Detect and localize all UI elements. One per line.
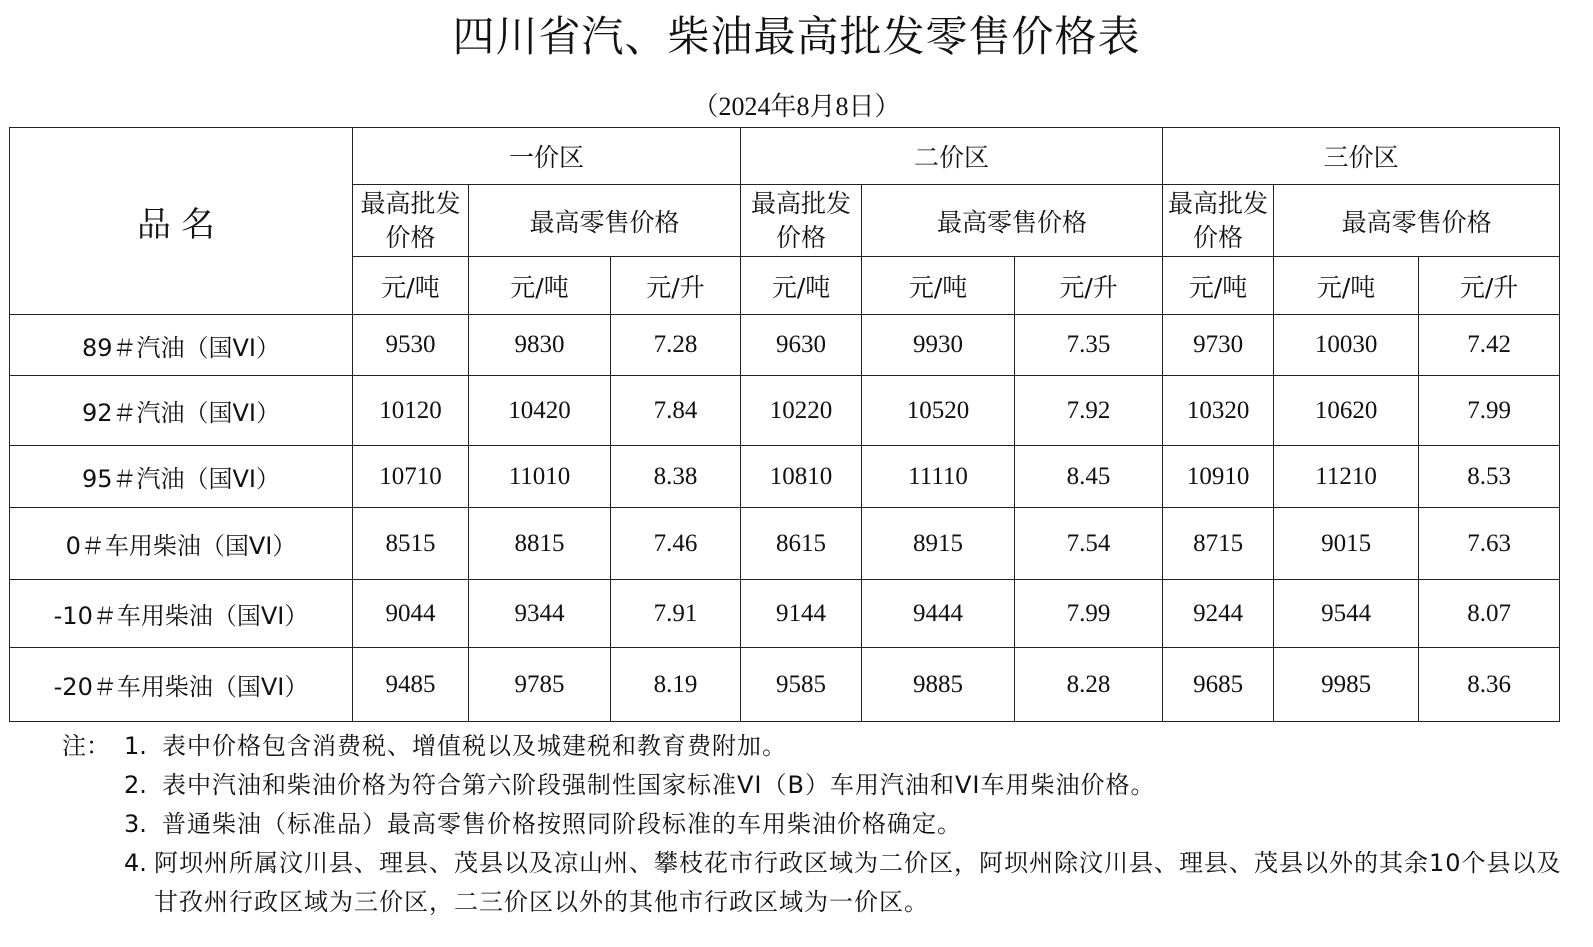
note-item: [62, 727, 1582, 766]
price-cell: 9885: [862, 648, 1015, 722]
price-cell: 9730: [1163, 315, 1274, 376]
price-cell: 10710: [353, 446, 469, 508]
price-cell: 9444: [862, 580, 1015, 648]
price-cell: 9985: [1274, 648, 1419, 722]
price-cell: 9244: [1163, 580, 1274, 648]
unit-header: 元/吨: [353, 257, 469, 315]
unit-header: 元/吨: [469, 257, 611, 315]
price-cell: 10520: [862, 376, 1015, 446]
wholesale-header: 最高批发价格: [1163, 185, 1274, 257]
wholesale-header: 最高批发价格: [741, 185, 862, 257]
price-cell: 9630: [741, 315, 862, 376]
note-text: 表中价格包含消费税、增值税以及城建税和教育费附加。: [162, 732, 787, 760]
price-cell: 10420: [469, 376, 611, 446]
price-cell: 8815: [469, 508, 611, 580]
price-cell: 11010: [469, 446, 611, 508]
price-cell: 11210: [1274, 446, 1419, 508]
price-cell: 7.63: [1419, 508, 1560, 580]
price-cell: 8.19: [611, 648, 741, 722]
price-cell: 7.99: [1419, 376, 1560, 446]
price-cell: 7.35: [1015, 315, 1163, 376]
price-cell: 7.92: [1015, 376, 1163, 446]
price-cell: 8.53: [1419, 446, 1560, 508]
price-cell: 10120: [353, 376, 469, 446]
product-name: 89＃汽油（国VI）: [10, 315, 353, 376]
price-cell: 9544: [1274, 580, 1419, 648]
zone-header: 一价区: [353, 128, 741, 185]
note-number: 3.: [124, 810, 147, 838]
price-cell: 7.54: [1015, 508, 1163, 580]
unit-header: 元/升: [611, 257, 741, 315]
price-cell: 8515: [353, 508, 469, 580]
price-cell: 9015: [1274, 508, 1419, 580]
price-cell: 7.91: [611, 580, 741, 648]
price-cell: 11110: [862, 446, 1015, 508]
product-name: -20＃车用柴油（国VI）: [10, 648, 353, 722]
product-name: 95＃汽油（国VI）: [10, 446, 353, 508]
unit-header: 元/吨: [741, 257, 862, 315]
price-cell: 9585: [741, 648, 862, 722]
price-cell: 10620: [1274, 376, 1419, 446]
retail-header: 最高零售价格: [862, 185, 1163, 257]
table-row: [10, 508, 1560, 580]
zone-header: 三价区: [1163, 128, 1560, 185]
retail-header: 最高零售价格: [1274, 185, 1560, 257]
price-cell: 10810: [741, 446, 862, 508]
price-cell: 9930: [862, 315, 1015, 376]
unit-header: 元/升: [1015, 257, 1163, 315]
price-cell: 8615: [741, 508, 862, 580]
price-cell: 9485: [353, 648, 469, 722]
product-name: -10＃车用柴油（国VI）: [10, 580, 353, 648]
price-cell: 10910: [1163, 446, 1274, 508]
unit-header: 元/吨: [1274, 257, 1419, 315]
price-cell: 9344: [469, 580, 611, 648]
note-item: [62, 766, 1582, 805]
price-cell: 9785: [469, 648, 611, 722]
notes-section: [62, 727, 1582, 922]
date-label: （2024年8月8日）: [692, 92, 901, 121]
note-number: 2.: [124, 771, 147, 799]
note-text: 普通柴油（标准品）最高零售价格按照同阶段标准的车用柴油价格确定。: [162, 810, 962, 838]
price-cell: 10320: [1163, 376, 1274, 446]
table-row: [10, 648, 1560, 722]
table-row: [10, 315, 1560, 376]
table-row: [10, 446, 1560, 508]
price-cell: 9044: [353, 580, 469, 648]
product-name: 0＃车用柴油（国VI）: [10, 508, 353, 580]
note-number: 1.: [124, 732, 147, 760]
price-cell: 7.84: [611, 376, 741, 446]
product-header: 品名: [10, 128, 353, 315]
notes-prefix: 注：: [62, 732, 110, 760]
wholesale-header: 最高批发价格: [353, 185, 469, 257]
note-item: [62, 805, 1582, 844]
price-cell: 7.42: [1419, 315, 1560, 376]
price-cell: 8.07: [1419, 580, 1560, 648]
zone-header-row: [10, 128, 1560, 185]
price-cell: 8.38: [611, 446, 741, 508]
price-cell: 7.28: [611, 315, 741, 376]
price-cell: 10030: [1274, 315, 1419, 376]
retail-header: 最高零售价格: [469, 185, 741, 257]
unit-header: 元/吨: [1163, 257, 1274, 315]
price-cell: 9530: [353, 315, 469, 376]
price-cell: 9685: [1163, 648, 1274, 722]
zone-header: 二价区: [741, 128, 1163, 185]
price-cell: 8.45: [1015, 446, 1163, 508]
price-cell: 7.99: [1015, 580, 1163, 648]
page-title: 四川省汽、柴油最高批发零售价格表: [452, 12, 1141, 61]
price-table: [9, 127, 1560, 722]
note-text: 表中汽油和柴油价格为符合第六阶段强制性国家标准VI（B）车用汽油和VI车用柴油价格。: [162, 771, 1156, 799]
table-row: [10, 376, 1560, 446]
price-cell: 9830: [469, 315, 611, 376]
price-cell: 8915: [862, 508, 1015, 580]
price-cell: 9144: [741, 580, 862, 648]
table-row: [10, 580, 1560, 648]
unit-header: 元/吨: [862, 257, 1015, 315]
price-cell: 8.28: [1015, 648, 1163, 722]
price-cell: 7.46: [611, 508, 741, 580]
note-text: 阿坝州所属汶川县、理县、茂县以及凉山州、攀枝花市行政区域为二价区，阿坝州除汶川县、理县、茂县以外的其余10个县以及甘孜州行政区域为三价区，二三价区以外的其他市行政区域为一价区。: [154, 849, 1562, 916]
unit-header: 元/升: [1419, 257, 1560, 315]
price-cell: 10220: [741, 376, 862, 446]
price-cell: 8.36: [1419, 648, 1560, 722]
price-cell: 8715: [1163, 508, 1274, 580]
note-number: 4.: [124, 849, 147, 877]
product-name: 92＃汽油（国VI）: [10, 376, 353, 446]
note-item: [62, 844, 1582, 922]
